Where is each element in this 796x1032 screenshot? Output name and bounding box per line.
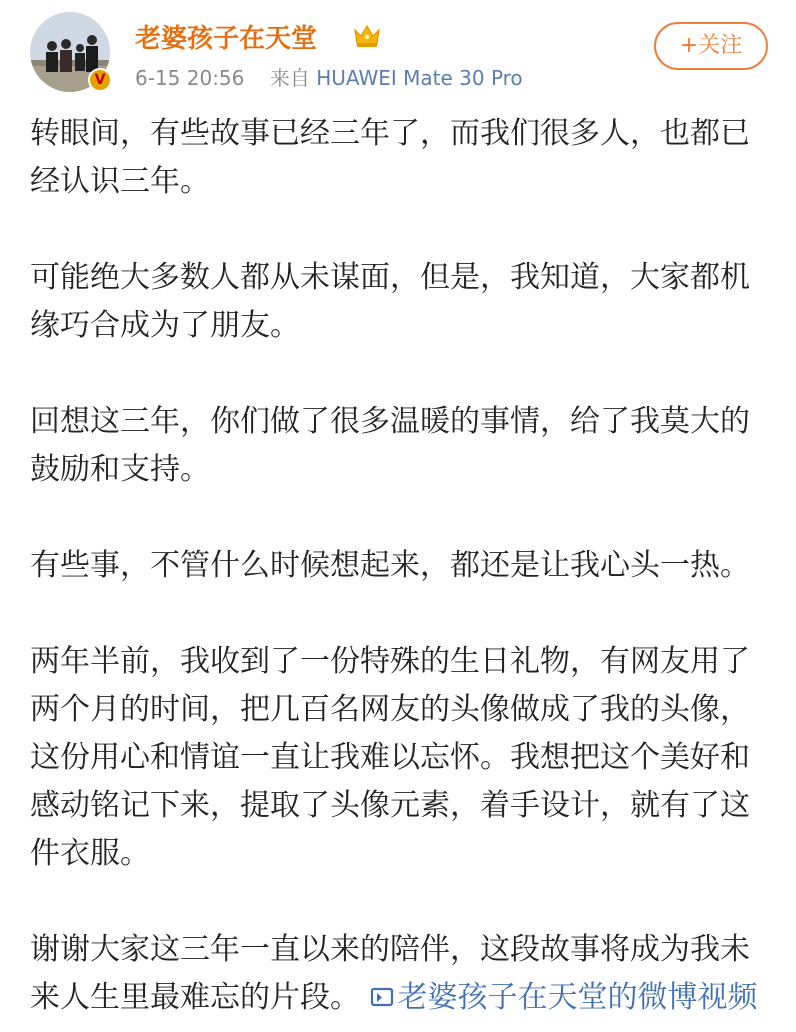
verified-badge: V bbox=[88, 68, 112, 92]
post-paragraph: 转眼间，有些故事已经三年了，而我们很多人，也都已经认识三年。 bbox=[30, 116, 750, 199]
post-timestamp: 6-15 20:56 bbox=[135, 66, 245, 90]
post-paragraph-last bbox=[30, 926, 770, 1025]
username[interactable]: 老婆孩子在天堂 bbox=[135, 24, 318, 54]
video-icon bbox=[370, 977, 396, 1025]
post-paragraph: 两年半前，我收到了一份特殊的生日礼物，有网友用了两个月的时间，把几百名网友的头像做成了我的头像，这份用心和情谊一直让我难以忘怀。我想把这个美好和感动铭记下来，提取了头像元素，着手设计，就有了这件衣服。 bbox=[30, 644, 750, 871]
post-paragraph: 可能绝大多数人都从未谋面，但是，我知道，大家都机缘巧合成为了朋友。 bbox=[30, 260, 750, 343]
follow-button[interactable]: +关注 bbox=[654, 22, 768, 70]
post-paragraph: 回想这三年，你们做了很多温暖的事情，给了我莫大的鼓励和支持。 bbox=[30, 404, 750, 487]
source-device: HUAWEI Mate 30 Pro bbox=[316, 66, 523, 90]
source-prefix: 来自 bbox=[269, 66, 310, 90]
video-link-text[interactable]: 老婆孩子在天堂的微博视频 bbox=[397, 980, 758, 1015]
last-paragraph-text: 谢谢大家这三年一直以来的陪伴，这段故事将成为我未来人生里最难忘的片段。 bbox=[30, 932, 750, 1015]
video-link[interactable] bbox=[370, 980, 758, 1015]
post-header bbox=[0, 0, 796, 110]
post-content bbox=[30, 110, 770, 1025]
post-paragraph: 有些事，不管什么时候想起来，都还是让我心头一热。 bbox=[30, 548, 750, 583]
post-meta bbox=[135, 62, 523, 91]
crown-icon bbox=[352, 22, 382, 48]
